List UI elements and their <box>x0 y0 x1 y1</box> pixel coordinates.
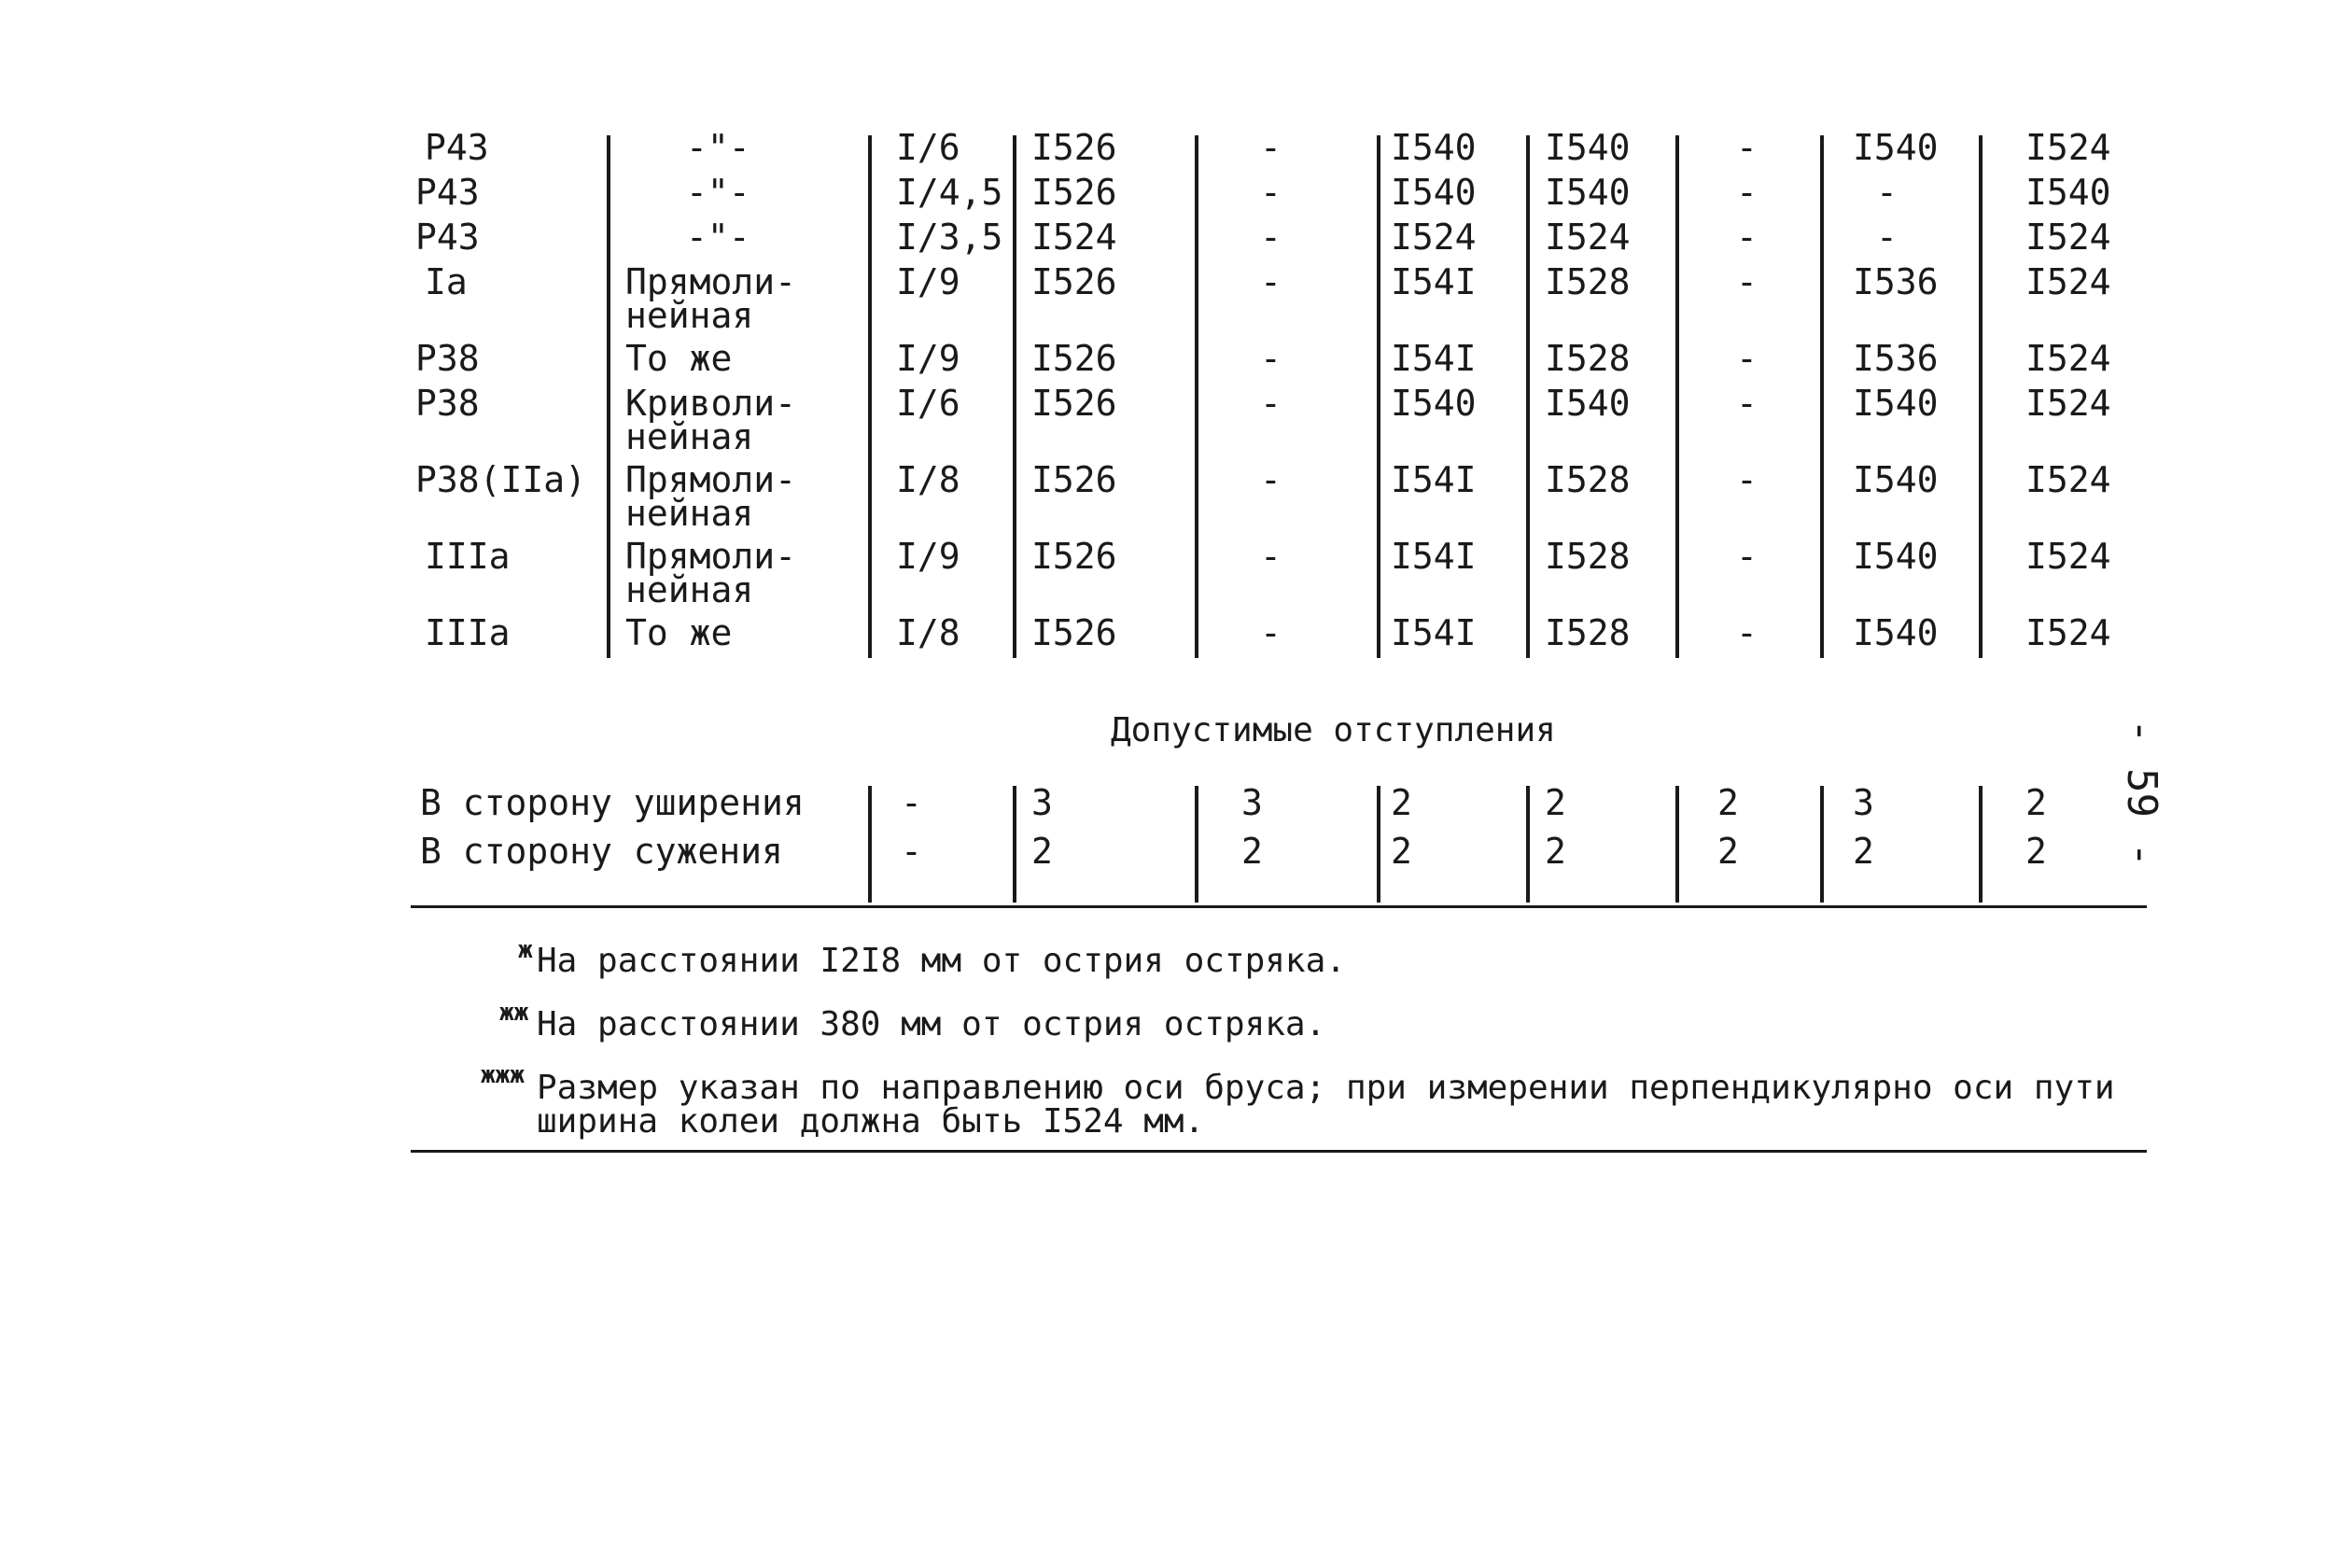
footnote-mark: жж <box>499 999 529 1027</box>
section-title: Допустимые отступления <box>1111 711 1556 749</box>
deviation-value: 2 <box>1391 782 1412 823</box>
deviation-label: В сторону уширения <box>420 782 805 823</box>
table-divider <box>1195 786 1198 903</box>
value-cell: - <box>1260 127 1282 168</box>
value-cell: I540 <box>1853 127 1939 168</box>
value-cell: - <box>1260 459 1282 500</box>
footnote: Размер указан по направлению оси бруса; при измерении перпендикулярно оси пути ширина колеи должна быть I524 мм. <box>537 1069 2115 1141</box>
value-cell: I526 <box>1031 261 1117 302</box>
table-divider <box>1979 786 1983 903</box>
cross-mark: I/9 <box>896 338 960 379</box>
value-cell: I54I <box>1391 261 1477 302</box>
switch-type: Прямоли-нейная <box>625 459 797 534</box>
table-divider <box>1526 135 1530 658</box>
cross-mark: I/9 <box>896 536 960 577</box>
value-cell: I526 <box>1031 612 1117 653</box>
value-cell: I524 <box>1545 217 1631 258</box>
deviation-value: 3 <box>1031 782 1053 823</box>
deviation-value: 2 <box>1853 831 1874 872</box>
switch-type: -"- <box>686 127 750 168</box>
value-cell: I528 <box>1545 612 1631 653</box>
value-cell: - <box>1736 217 1758 258</box>
page-number: - 59 - <box>2118 719 2165 867</box>
deviation-value: 2 <box>1545 831 1566 872</box>
rail-type: Iа <box>425 261 468 302</box>
table-divider <box>868 135 872 658</box>
value-cell: I524 <box>1031 217 1117 258</box>
value-cell: I540 <box>1853 612 1939 653</box>
value-cell: - <box>1736 261 1758 302</box>
footnote-mark: жжж <box>481 1061 525 1089</box>
deviation-value: 2 <box>1717 831 1739 872</box>
value-cell: - <box>1260 261 1282 302</box>
table-divider <box>868 786 872 903</box>
deviation-value: - <box>901 831 922 872</box>
deviation-value: 2 <box>1391 831 1412 872</box>
value-cell: I528 <box>1545 459 1631 500</box>
table-divider <box>1979 135 1983 658</box>
value-cell: I540 <box>1545 172 1631 213</box>
value-cell: I526 <box>1031 338 1117 379</box>
cross-mark: I/9 <box>896 261 960 302</box>
value-cell: I528 <box>1545 261 1631 302</box>
rail-type: IIIа <box>425 612 511 653</box>
table-divider <box>607 135 610 658</box>
switch-type: -"- <box>686 172 750 213</box>
footnote-mark: ж <box>518 936 533 964</box>
value-cell: I528 <box>1545 536 1631 577</box>
value-cell: - <box>1260 612 1282 653</box>
value-cell: I524 <box>2025 217 2111 258</box>
value-cell: - <box>1260 338 1282 379</box>
deviation-value: 2 <box>1717 782 1739 823</box>
value-cell: - <box>1260 536 1282 577</box>
cross-mark: I/6 <box>896 383 960 424</box>
deviation-value: 3 <box>1853 782 1874 823</box>
value-cell: - <box>1260 172 1282 213</box>
value-cell: - <box>1736 612 1758 653</box>
value-cell: I540 <box>1391 383 1477 424</box>
deviation-value: - <box>901 782 922 823</box>
rail-type: IIIа <box>425 536 511 577</box>
table-divider <box>1013 786 1016 903</box>
cross-mark: I/3,5 <box>896 217 1003 258</box>
deviation-value: 2 <box>1031 831 1053 872</box>
deviation-value: 2 <box>1241 831 1263 872</box>
value-cell: I524 <box>2025 612 2111 653</box>
rail-type: Р43 <box>415 217 480 258</box>
cross-mark: I/6 <box>896 127 960 168</box>
deviation-value: 2 <box>1545 782 1566 823</box>
value-cell: I524 <box>2025 383 2111 424</box>
value-cell: I540 <box>1853 459 1939 500</box>
value-cell: I540 <box>1853 383 1939 424</box>
separator-rule <box>411 1150 2147 1153</box>
value-cell: I540 <box>1545 127 1631 168</box>
value-cell: - <box>1736 127 1758 168</box>
value-cell: I526 <box>1031 383 1117 424</box>
footnote: На расстоянии 380 мм от острия остряка. <box>537 1005 1326 1043</box>
value-cell: I526 <box>1031 172 1117 213</box>
value-cell: I526 <box>1031 127 1117 168</box>
footnote: На расстоянии I2I8 мм от острия остряка. <box>537 942 1346 980</box>
table-divider <box>1675 786 1679 903</box>
switch-type: Прямоли-нейная <box>625 536 797 610</box>
value-cell: I524 <box>2025 338 2111 379</box>
switch-type: Прямоли-нейная <box>625 261 797 336</box>
table-divider <box>1377 786 1380 903</box>
value-cell: I54I <box>1391 459 1477 500</box>
value-cell: - <box>1260 217 1282 258</box>
value-cell: I524 <box>2025 536 2111 577</box>
table-divider <box>1526 786 1530 903</box>
value-cell: I54I <box>1391 612 1477 653</box>
value-cell: - <box>1736 338 1758 379</box>
value-cell: I524 <box>2025 261 2111 302</box>
rail-type: Р38 <box>415 383 480 424</box>
value-cell: I54I <box>1391 338 1477 379</box>
value-cell: I536 <box>1853 261 1939 302</box>
deviation-value: 3 <box>1241 782 1263 823</box>
value-cell: - <box>1260 383 1282 424</box>
value-cell: I540 <box>1391 127 1477 168</box>
rail-type: Р43 <box>425 127 489 168</box>
value-cell: - <box>1736 536 1758 577</box>
value-cell: I536 <box>1853 338 1939 379</box>
table-divider <box>1013 135 1016 658</box>
rail-type: Р38 <box>415 338 480 379</box>
value-cell: - <box>1736 383 1758 424</box>
value-cell: I524 <box>1391 217 1477 258</box>
value-cell: I528 <box>1545 338 1631 379</box>
switch-type: То же <box>625 612 733 653</box>
deviation-value: 2 <box>2025 782 2047 823</box>
value-cell: I526 <box>1031 459 1117 500</box>
rail-type: Р43 <box>415 172 480 213</box>
switch-type: -"- <box>686 217 750 258</box>
separator-rule <box>411 905 2147 908</box>
table-divider <box>1675 135 1679 658</box>
table-divider <box>1195 135 1198 658</box>
cross-mark: I/4,5 <box>896 172 1003 213</box>
value-cell: I54I <box>1391 536 1477 577</box>
table-divider <box>1820 786 1824 903</box>
value-cell: I524 <box>2025 127 2111 168</box>
value-cell: - <box>1736 459 1758 500</box>
deviation-label: В сторону сужения <box>420 831 783 872</box>
value-cell: I524 <box>2025 459 2111 500</box>
rail-type: Р38(IIа) <box>415 459 587 500</box>
deviation-value: 2 <box>2025 831 2047 872</box>
cross-mark: I/8 <box>896 459 960 500</box>
value-cell: I540 <box>1853 536 1939 577</box>
value-cell: I540 <box>1391 172 1477 213</box>
cross-mark: I/8 <box>896 612 960 653</box>
switch-type: То же <box>625 338 733 379</box>
table-divider <box>1820 135 1824 658</box>
value-cell: I540 <box>2025 172 2111 213</box>
value-cell: I526 <box>1031 536 1117 577</box>
value-cell: I540 <box>1545 383 1631 424</box>
value-cell: - <box>1736 172 1758 213</box>
switch-type: Криволи-нейная <box>625 383 797 457</box>
value-cell: - <box>1876 217 1898 258</box>
value-cell: - <box>1876 172 1898 213</box>
table-divider <box>1377 135 1380 658</box>
